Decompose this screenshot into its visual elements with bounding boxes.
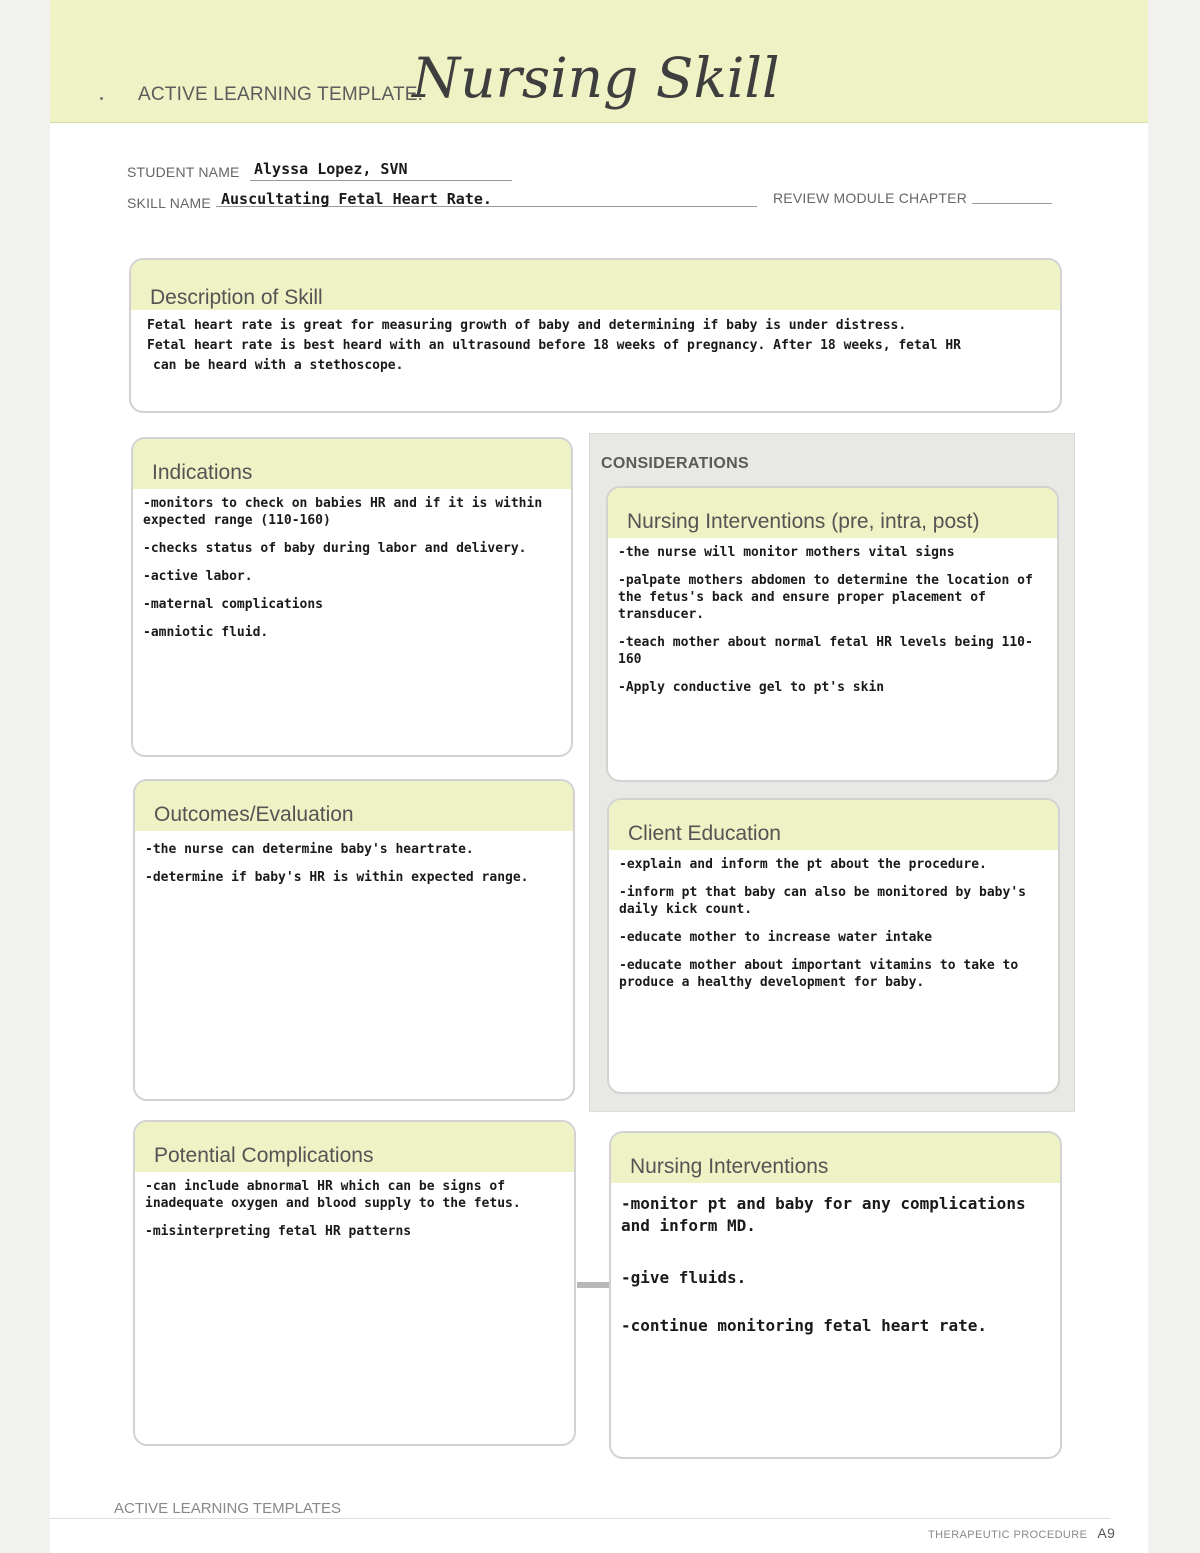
list-item: -give fluids. (621, 1268, 747, 1287)
outcomes-list[interactable] (135, 831, 573, 886)
skill-name-label: SKILL NAME (127, 195, 211, 211)
complications-box (133, 1120, 576, 1446)
list-item: -checks status of baby during labor and delivery. (143, 541, 527, 556)
footer-left: ACTIVE LEARNING TEMPLATES (114, 1500, 341, 1517)
review-module-label: REVIEW MODULE CHAPTER (773, 190, 967, 206)
page-title: Nursing Skill (412, 46, 780, 110)
description-text[interactable] (131, 310, 1060, 376)
list-item: -educate mother about important vitamins to take to produce a healthy development for baby. (619, 958, 1019, 990)
list-item: -explain and inform the pt about the procedure. (619, 857, 987, 872)
complications-heading: Potential Complications (135, 1122, 574, 1172)
nursing-interventions-box (609, 1131, 1062, 1459)
list-item: -active labor. (143, 569, 253, 584)
list-item: -palpate mothers abdomen to determine the location of the fetus's back and ensure proper placement of transducer. (618, 573, 1033, 622)
footer-section: THERAPEUTIC PROCEDURE (928, 1529, 1088, 1541)
indications-heading: Indications (133, 439, 571, 489)
list-item: -amniotic fluid. (143, 625, 269, 640)
nursing-interventions-heading: Nursing Interventions (611, 1133, 1060, 1183)
indications-box (131, 437, 573, 757)
skill-name-value[interactable]: Auscultating Fetal Heart Rate. (221, 190, 492, 208)
description-heading: Description of Skill (131, 260, 1060, 310)
student-name-line (250, 180, 512, 181)
nursing-interventions-pip-heading: Nursing Interventions (pre, intra, post) (608, 488, 1057, 538)
complications-list[interactable] (135, 1172, 574, 1240)
description-line: Fetal heart rate is great for measuring growth of baby and determining if baby is under distress. (147, 318, 907, 333)
template-label: ACTIVE LEARNING TEMPLATE: (138, 84, 424, 105)
description-line: can be heard with a stethoscope. (153, 358, 404, 373)
list-item: -inform pt that baby can also be monitored by baby's daily kick count. (619, 885, 1026, 917)
client-education-list[interactable] (609, 850, 1058, 991)
outcomes-box (133, 779, 575, 1101)
description-box (129, 258, 1062, 413)
outcomes-heading: Outcomes/Evaluation (135, 781, 573, 831)
footer-rule (50, 1518, 1110, 1519)
stray-mark (100, 97, 103, 100)
list-item: -the nurse will monitor mothers vital signs (618, 545, 955, 560)
list-item: -determine if baby's HR is within expected range. (145, 870, 529, 885)
list-item: -Apply conductive gel to pt's skin (618, 680, 885, 695)
nursing-interventions-list[interactable] (611, 1183, 1060, 1337)
list-item: -monitors to check on babies HR and if it is within expected range (110-160) (143, 496, 543, 528)
list-item: -maternal complications (143, 597, 324, 612)
list-item: -can include abnormal HR which can be signs of inadequate oxygen and blood supply to the fetus. (145, 1179, 521, 1211)
client-education-box (607, 798, 1060, 1094)
connector-bar (577, 1282, 611, 1288)
nursing-interventions-pip-list[interactable] (608, 538, 1057, 696)
list-item: -misinterpreting fetal HR patterns (145, 1224, 412, 1239)
list-item: -teach mother about normal fetal HR levels being 110-160 (618, 635, 1033, 667)
client-education-heading: Client Education (609, 800, 1058, 850)
student-name-value[interactable]: Alyssa Lopez, SVN (254, 160, 408, 178)
list-item: -continue monitoring fetal heart rate. (621, 1316, 988, 1335)
indications-list[interactable] (133, 489, 571, 641)
considerations-label: CONSIDERATIONS (601, 455, 749, 472)
review-module-line[interactable] (972, 203, 1052, 204)
list-item: -monitor pt and baby for any complications and inform MD. (621, 1194, 1026, 1235)
description-line: Fetal heart rate is best heard with an ultrasound before 18 weeks of pregnancy. After 18 weeks, fetal HR (147, 338, 961, 353)
nursing-interventions-pip-box (606, 486, 1059, 782)
list-item: -the nurse can determine baby's heartrate. (145, 842, 474, 857)
page-number: A9 (1097, 1525, 1116, 1541)
student-name-label: STUDENT NAME (127, 164, 240, 180)
list-item: -educate mother to increase water intake (619, 930, 933, 945)
footer-right (928, 1525, 1115, 1541)
